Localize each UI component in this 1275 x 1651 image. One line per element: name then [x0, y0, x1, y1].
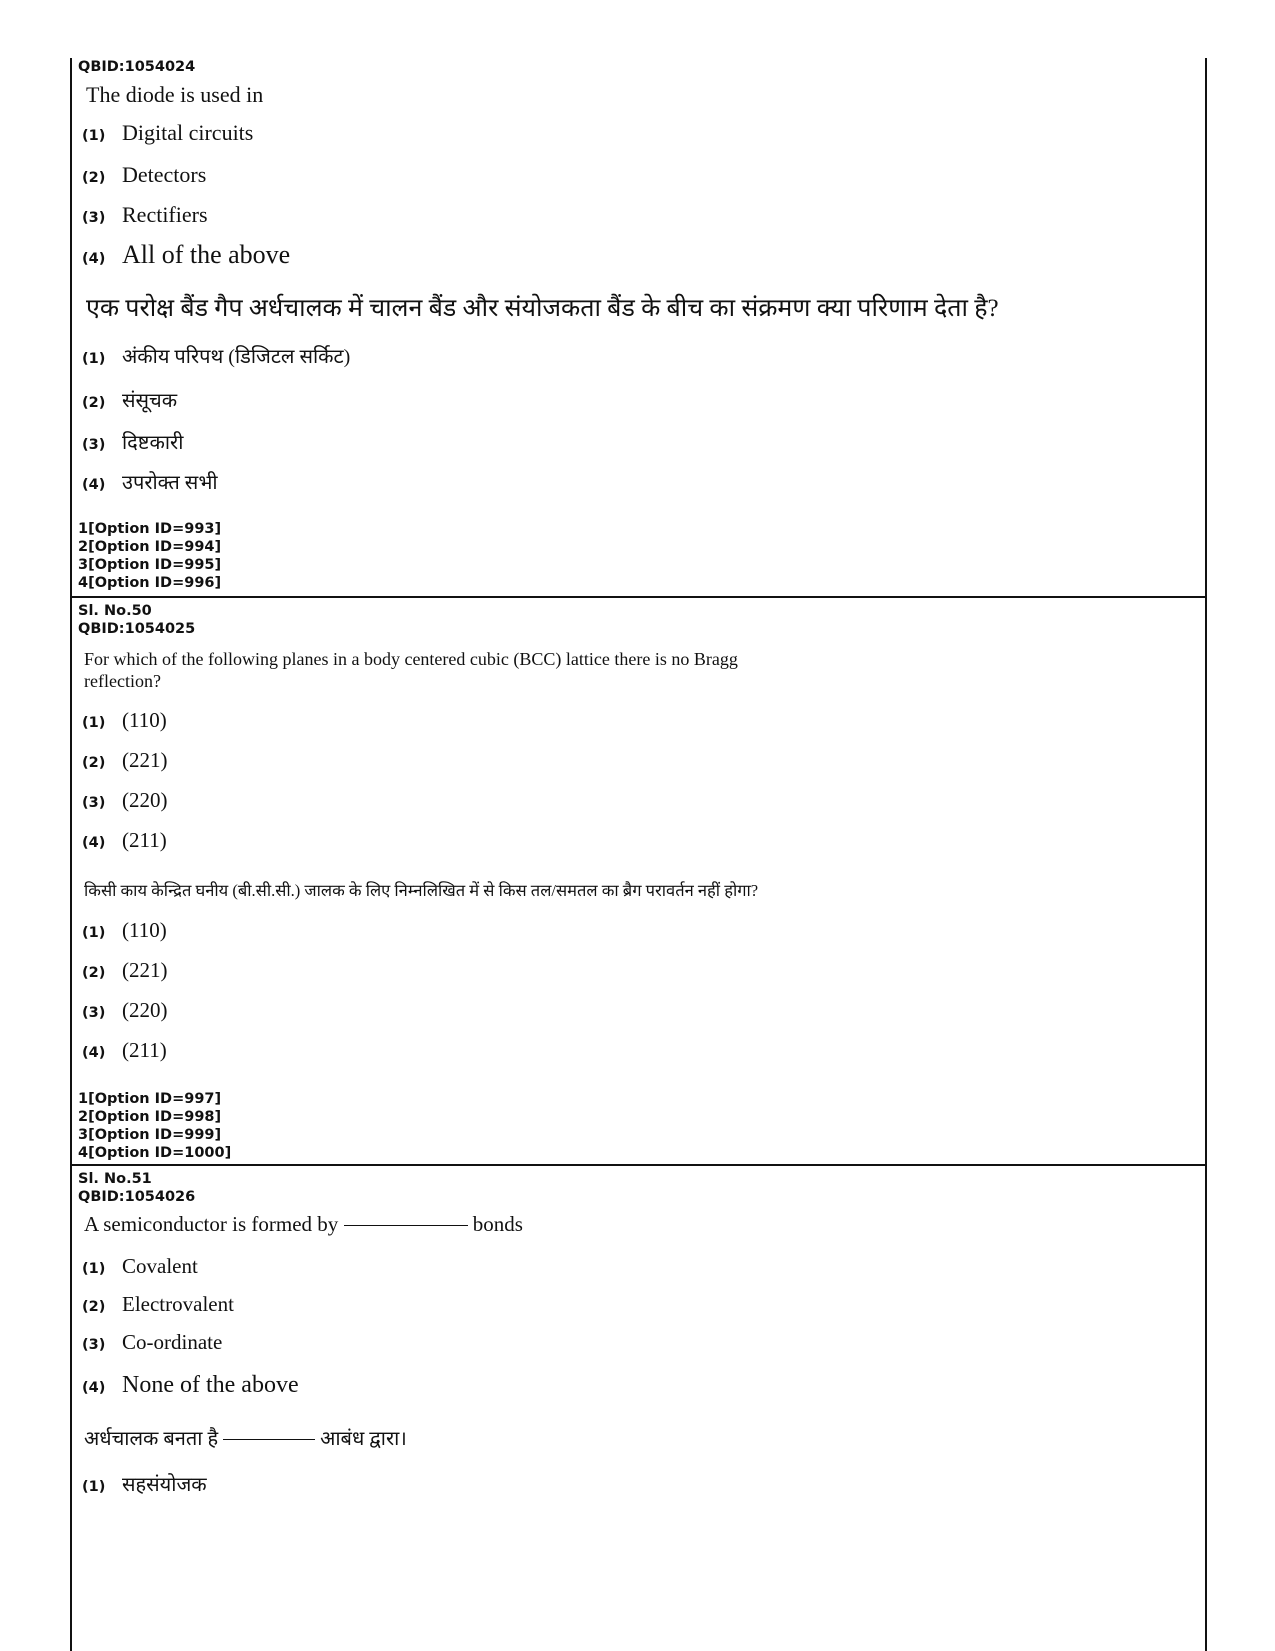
serial-number: Sl. No.50: [78, 603, 152, 619]
option-hi-1: [82, 342, 350, 369]
question-part: आबंध द्वारा।: [320, 1428, 407, 1450]
option-en-3: [82, 202, 208, 228]
option-text: Electrovalent: [122, 1292, 234, 1316]
option-id: 4[Option ID=1000]: [78, 1145, 232, 1161]
option-text: (110): [122, 918, 167, 942]
option-hi-2: [82, 386, 177, 413]
option-number: (2): [82, 965, 106, 981]
option-id: 2[Option ID=998]: [78, 1109, 222, 1125]
option-text: (220): [122, 998, 168, 1022]
qbid-label: QBID:1054026: [78, 1189, 196, 1205]
option-text: अंकीय परिपथ (डिजिटल सर्किट): [122, 346, 351, 368]
option-id: 2[Option ID=994]: [78, 539, 222, 555]
option-en-3: [82, 788, 168, 813]
option-text: (211): [122, 1038, 167, 1062]
fill-blank: [344, 1225, 468, 1226]
question-part: bonds: [472, 1212, 523, 1236]
option-en-1: [82, 1254, 198, 1279]
option-text: All of the above: [122, 240, 291, 269]
qbid-label: QBID:1054024: [78, 59, 196, 75]
option-en-1: [82, 708, 167, 733]
option-en-4: [82, 828, 167, 853]
option-id: 1[Option ID=997]: [78, 1091, 222, 1107]
option-hi-1: [82, 918, 167, 943]
option-id: 1[Option ID=993]: [78, 521, 222, 537]
option-en-2: [82, 162, 206, 188]
option-number: (1): [82, 1261, 106, 1277]
question-text-hi: एक परोक्ष बैंड गैप अर्धचालक में चालन बैंड और संयोजकता बैंड के बीच का संक्रमण क्या परिणाम देता है?: [86, 295, 999, 322]
option-id: 3[Option ID=999]: [78, 1127, 222, 1143]
option-text: (221): [122, 958, 168, 982]
option-number: (1): [82, 128, 106, 144]
question-part: अर्धचालक बनता है: [84, 1428, 219, 1450]
option-text: (211): [122, 828, 167, 852]
option-text: Digital circuits: [122, 120, 254, 145]
option-number: (4): [82, 477, 106, 493]
question-text-en: [84, 1212, 523, 1237]
option-id: 3[Option ID=995]: [78, 557, 222, 573]
option-text: (220): [122, 788, 168, 812]
serial-number: Sl. No.51: [78, 1171, 152, 1187]
option-number: (2): [82, 170, 106, 186]
option-en-2: [82, 1292, 234, 1317]
option-text: उपरोक्त सभी: [122, 472, 218, 494]
option-text: None of the above: [122, 1372, 299, 1398]
option-text: दिष्टकारी: [122, 432, 184, 454]
option-number: (3): [82, 1337, 106, 1353]
option-text: Covalent: [122, 1254, 198, 1278]
option-number: (3): [82, 210, 106, 226]
option-text: (221): [122, 748, 168, 772]
question-text-hi: किसी काय केन्द्रित घनीय (बी.सी.सी.) जालक के लिए निम्नलिखित में से किस तल/समतल का ब्रैग परावर्तन नहीं होगा?: [84, 881, 759, 900]
question-part: A semiconductor is formed by: [84, 1212, 339, 1236]
option-number: (3): [82, 437, 106, 453]
option-text: Co-ordinate: [122, 1330, 223, 1354]
option-text: Detectors: [122, 162, 207, 187]
question-paper-page: [70, 58, 1207, 1651]
option-text: संसूचक: [122, 390, 178, 412]
option-hi-4: [82, 1038, 167, 1063]
qbid-label: QBID:1054025: [78, 621, 196, 637]
option-number: (4): [82, 835, 106, 851]
option-text: Rectifiers: [122, 202, 208, 227]
question-line: reflection?: [84, 671, 161, 691]
option-number: (2): [82, 395, 106, 411]
option-en-1: [82, 120, 253, 146]
option-hi-1: [82, 1470, 207, 1497]
option-number: (1): [82, 715, 106, 731]
option-hi-2: [82, 958, 168, 983]
question-divider: [72, 1164, 1205, 1166]
question-text-hi: [84, 1424, 407, 1451]
option-id: 4[Option ID=996]: [78, 575, 222, 591]
option-number: (2): [82, 755, 106, 771]
option-id-list: [72, 1090, 231, 1162]
option-hi-3: [82, 428, 183, 455]
option-number: (1): [82, 351, 106, 367]
fill-blank: [223, 1439, 315, 1440]
option-number: (3): [82, 795, 106, 811]
option-number: (2): [82, 1299, 106, 1315]
question-line: For which of the following planes in a body centered cubic (BCC) lattice there is no Bragg: [84, 649, 738, 669]
option-en-4: [82, 240, 290, 270]
question-text-en: The diode is used in: [86, 82, 264, 107]
option-number: (4): [82, 1045, 106, 1061]
option-number: (1): [82, 1479, 106, 1495]
option-number: (1): [82, 925, 106, 941]
option-hi-3: [82, 998, 168, 1023]
question-text-en: [84, 648, 738, 692]
question-divider: [72, 596, 1205, 598]
option-number: (4): [82, 1380, 106, 1396]
option-number: (4): [82, 251, 106, 267]
option-en-3: [82, 1330, 222, 1355]
option-en-2: [82, 748, 168, 773]
option-en-4: [82, 1372, 299, 1399]
option-text: (110): [122, 708, 167, 732]
option-number: (3): [82, 1005, 106, 1021]
option-hi-4: [82, 468, 218, 495]
option-text: सहसंयोजक: [122, 1474, 207, 1496]
option-id-list: [72, 520, 221, 592]
